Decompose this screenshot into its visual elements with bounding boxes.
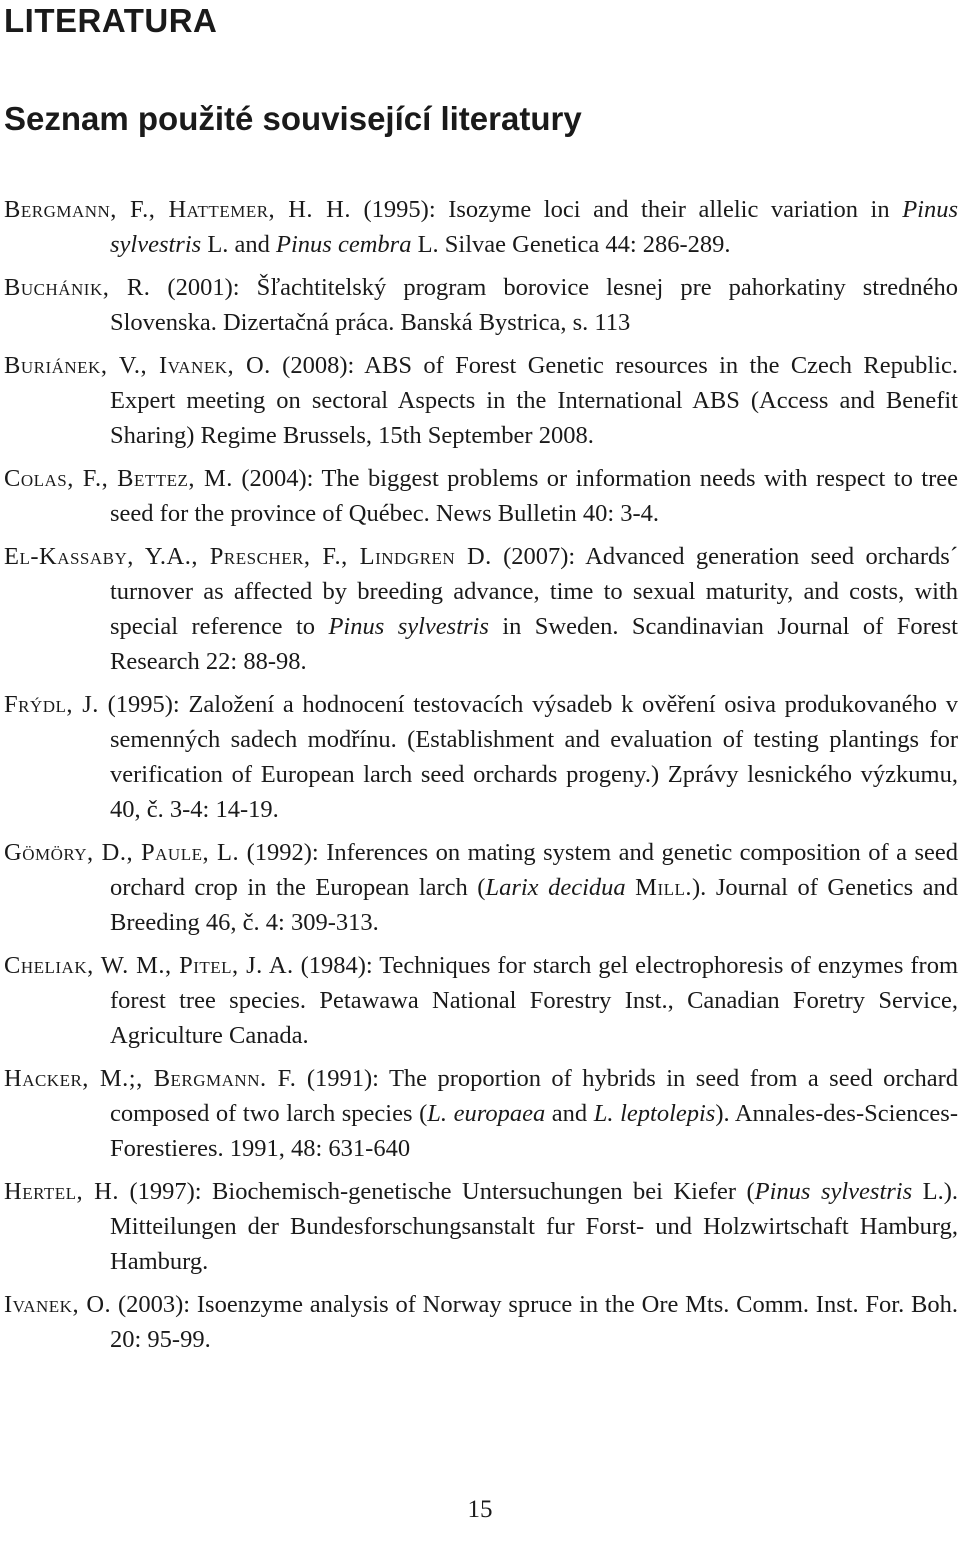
reference-text: (1997): Biochemisch-genetische Untersuchungen bei Kiefer (: [118, 1178, 755, 1205]
reference-authors: Frýdl, J.: [4, 691, 99, 718]
reference-entry: [4, 835, 958, 940]
page-heading: LITERATURA: [4, 2, 218, 39]
reference-authors: Buriánek, V., Ivanek, O.: [4, 352, 271, 379]
reference-entry: [4, 687, 958, 827]
reference-text: Mill.: [635, 874, 693, 901]
reference-authors: Cheliak, W. M., Pitel, J. A.: [4, 952, 294, 979]
reference-entry: [4, 1061, 958, 1166]
reference-text: and: [545, 1100, 594, 1127]
reference-entry: [4, 461, 958, 531]
page-number: 15: [467, 1496, 493, 1523]
reference-italic-text: L. europaea: [427, 1100, 546, 1127]
reference-italic-text: Pinus sylvestris: [110, 196, 958, 258]
reference-entry: [4, 539, 958, 679]
section-subheading: Seznam použité související literatury: [4, 100, 582, 137]
reference-italic-text: Larix decidua: [485, 874, 626, 901]
reference-authors: Buchánik, R.: [4, 274, 151, 301]
reference-text: (1992): Inferences on mating system and genetic composition of a seed orchard crop in the European larch (: [110, 839, 958, 901]
reference-italic-text: Pinus sylvestris: [754, 1178, 913, 1205]
reference-entry: [4, 270, 958, 340]
reference-italic-text: Pinus sylvestris: [328, 613, 489, 640]
reference-authors: Ivanek, O.: [4, 1291, 112, 1318]
reference-text: ). Annales-des-Sciences-Forestieres. 1991, 48: 631-640: [110, 1100, 958, 1162]
reference-text: (1991): The proportion of hybrids in seed from a seed orchard composed of two larch species (: [110, 1065, 958, 1127]
reference-authors: El-Kassaby, Y.A., Prescher, F., Lindgren D.: [4, 543, 492, 570]
reference-entry: [4, 948, 958, 1053]
reference-text: (1995): Isozyme loci and their allelic variation in: [350, 196, 903, 223]
reference-authors: Hertel, H.: [4, 1178, 119, 1205]
reference-text: (1995): Založení a hodnocení testovacích výsadeb k ověření osiva produkovaného v semenných sadech modřínu. (Establishment and evaluation of testing plantings for verification of European larch seed orchards progeny.) Zprávy lesnického výzkumu, 40, č. 3-4: 14-19.: [98, 691, 959, 823]
reference-italic-text: Pinus cembra: [276, 231, 412, 258]
reference-text: ). Journal of Genetics and Breeding 46, č. 4: 309-313.: [110, 874, 959, 936]
reference-text: (2001): Šľachtitelský program borovice lesnej pre pahorkatiny stredného Slovenska. Dizertačná práca. Banská Bystrica, s. 113: [110, 274, 958, 336]
reference-text: (2003): Isoenzyme analysis of Norway spruce in the Ore Mts. Comm. Inst. For. Boh. 20: 95-99.: [110, 1291, 958, 1353]
reference-entry: [4, 1174, 958, 1279]
reference-text: (2007): Advanced generation seed orchards´ turnover as affected by breeding advance, time to sexual maturity, and costs, with special reference to: [110, 543, 958, 640]
reference-authors: Gömöry, D., Paule, L.: [4, 839, 240, 866]
reference-list: [4, 192, 958, 1357]
reference-italic-text: L. leptolepis: [593, 1100, 716, 1127]
reference-text: (2004): The biggest problems or information needs with respect to tree seed for the province of Québec. News Bulletin 40: 3-4.: [110, 465, 958, 527]
reference-text: L. Silvae Genetica 44: 286-289.: [411, 231, 731, 258]
reference-text: [626, 874, 636, 901]
reference-authors: Colas, F., Bettez, M.: [4, 465, 233, 492]
reference-entry: [4, 1287, 958, 1357]
reference-authors: Bergmann, F., Hattemer, H. H.: [4, 196, 351, 223]
reference-authors: Hacker, M.;, Bergmann. F.: [4, 1065, 297, 1092]
reference-text: L.). Mitteilungen der Bundesforschungsanstalt fur Forst- und Holzwirtschaft Hamburg, Hamburg.: [110, 1178, 958, 1275]
reference-text: (1984): Techniques for starch gel electrophoresis of enzymes from forest tree species. Petawawa National Forestry Inst., Canadian Foretry Service, Agriculture Canada.: [110, 952, 958, 1049]
reference-text: in Sweden. Scandinavian Journal of Forest Research 22: 88-98.: [110, 613, 958, 675]
reference-text: (2008): ABS of Forest Genetic resources in the Czech Republic. Expert meeting on sectoral Aspects in the International ABS (Access and Benefit Sharing) Regime Brussels, 15th September 2008.: [110, 352, 958, 449]
reference-text: L. and: [201, 231, 277, 258]
reference-entry: [4, 192, 958, 262]
reference-entry: [4, 348, 958, 453]
